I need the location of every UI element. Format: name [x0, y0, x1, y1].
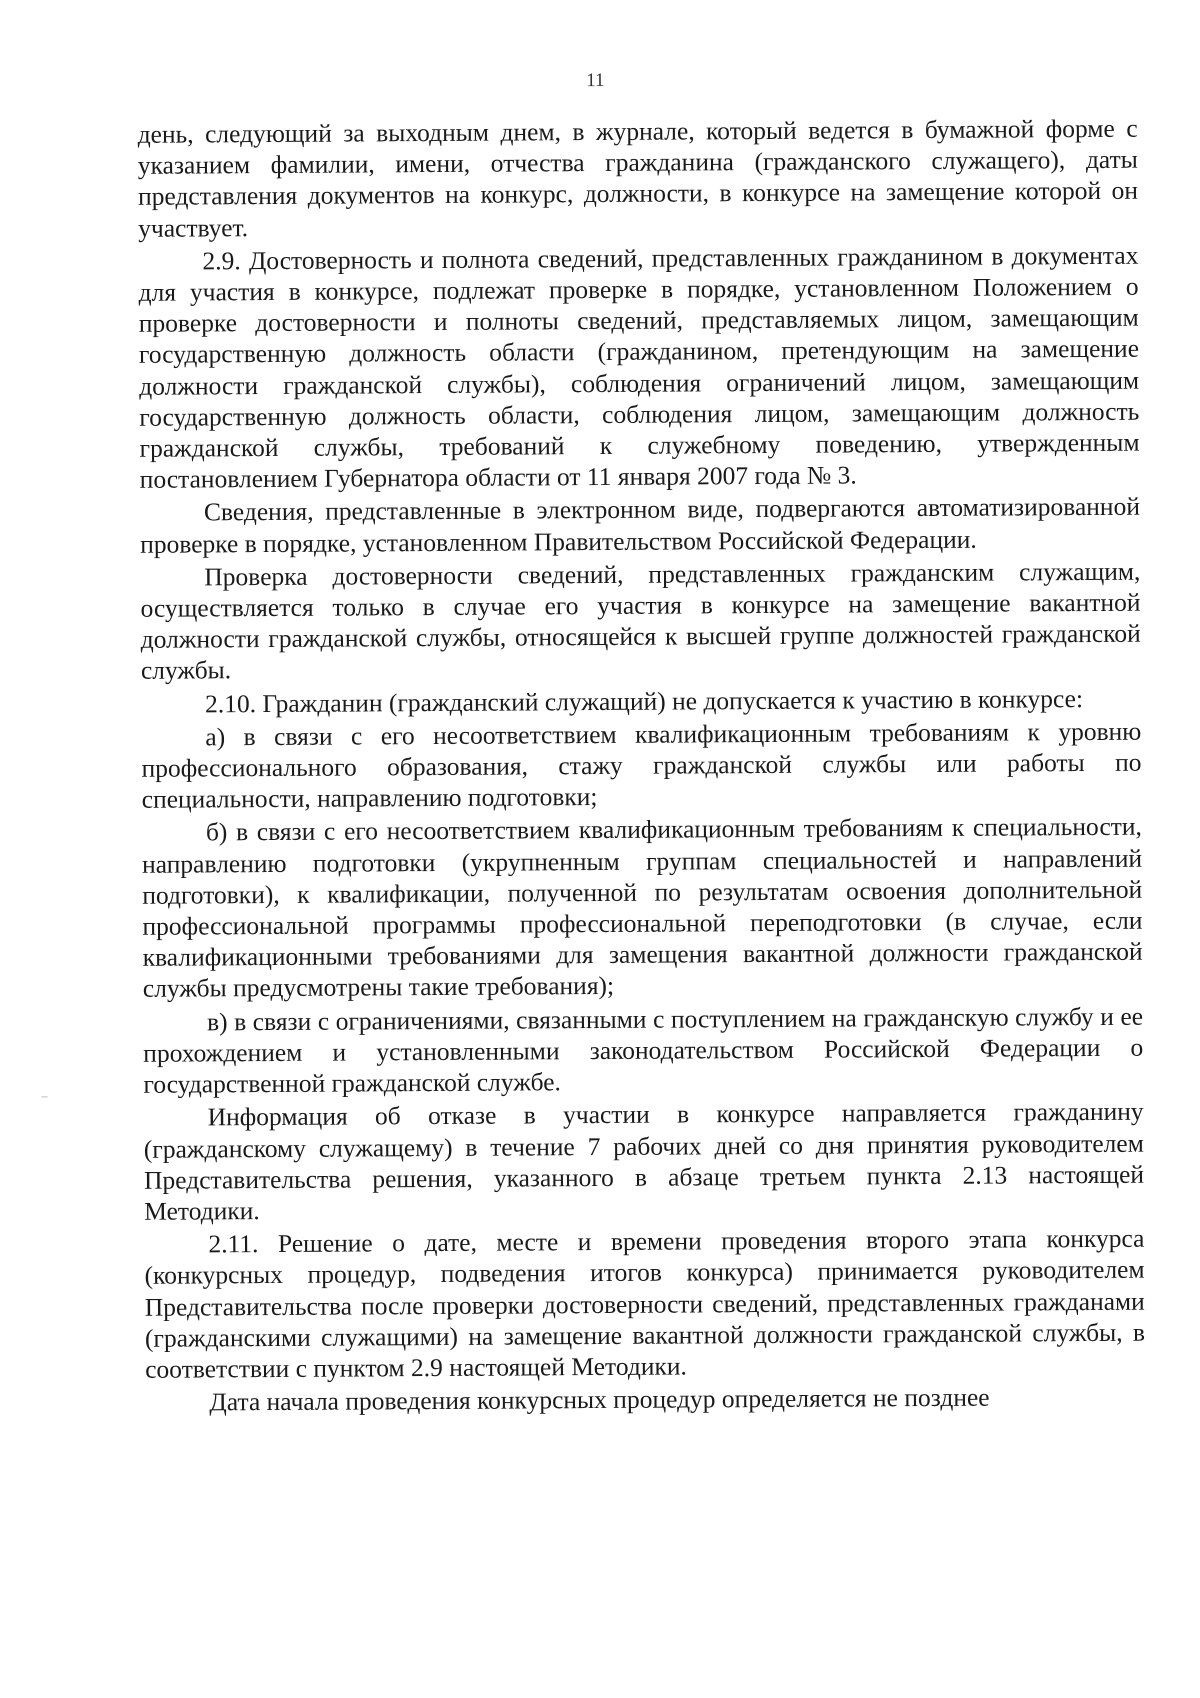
paragraph-item-v: в) в связи с ограничениями, связанными с поступлением на гражданскую службу и ее прохождением и установленными законодательством Российской Федерации о государственной гражданской службе. [143, 1001, 1144, 1099]
paragraph-refusal-info: Информация об отказе в участии в конкурсе направляется гражданину (гражданскому служащему) в течение 7 рабочих дней со дня принятия руководителем Представительства решения, указанного в абзаце третьем пункта 2.13 настоящей Методики. [143, 1096, 1145, 1226]
paragraph-2-10: 2.10. Гражданин (гражданский служащий) не допускается к участию в конкурсе: [205, 683, 1084, 719]
paragraph-2-9: 2.9. Достоверность и полнота сведений, представленных гражданином в документах для участия в конкурсе, подлежат проверке в порядке, установленном Положением о проверке достоверности и полноты сведений, представляемых лицом, замещающим государственную должность области (гражданином, претендующим на замещение должности гражданской службы), соблюдения ограничений лицом, замещающим государственную должность области, соблюдения лицом, замещающим должность гражданской службы, требований к служебному поведению, утвержденным постановлением Губернатора области от 11 января 2007 года № 3. [138, 240, 1140, 495]
paragraph-continuation: день, следующий за выходным днем, в журнале, который ведется в бумажной форме с указанием фамилии, имени, отчества гражданина (гражданского служащего), даты представления документов на конкурс, должности, в конкурсе на замещение которой он участвует. [137, 113, 1139, 243]
document-body [138, 113, 1146, 1418]
paragraph-2-11: 2.11. Решение о дате, месте и времени проведения второго этапа конкурса (конкурсных процедур, подведения итогов конкурса) принимается руководителем Представительства после проверки достоверности сведений, представленных гражданами (гражданскими служащими) на замещение вакантной должности гражданской службы, в соответствии с пунктом 2.9 настоящей Методики. [144, 1223, 1146, 1384]
paragraph-verification: Проверка достоверности сведений, представленных гражданским служащим, осуществляется только в случае его участия в конкурсе на замещение вакантной должности гражданской службы, относящейся к высшей группе должностей гражданской службы. [140, 556, 1141, 686]
paragraph-item-b: б) в связи с его несоответствием квалификационным требованиям к специальности, направлению подготовки (укрупненным группам специальностей и направлений подготовки), к квалификации, полученной по результатам освоения дополнительной профессиональной программы профессиональной переподготовки (в случае, если квалификационными требованиями для замещения вакантной должности гражданской службы предусмотрены такие требования); [142, 812, 1143, 1004]
paragraph-start-date: Дата начала проведения конкурсных процедур определяется не позднее [209, 1382, 990, 1417]
margin-mark [42, 1096, 48, 1097]
page-number: 11 [586, 69, 605, 92]
paragraph-electronic-check: Сведения, представленные в электронном виде, подвергаются автоматизированной проверке в порядке, установленном Правительством Российской Федерации. [140, 492, 1141, 559]
paragraph-item-a: а) в связи с его несоответствием квалификационным требованиям к уровню профессионального образования, стажу гражданской службы или работы по специальности, направлению подготовки; [141, 716, 1142, 815]
